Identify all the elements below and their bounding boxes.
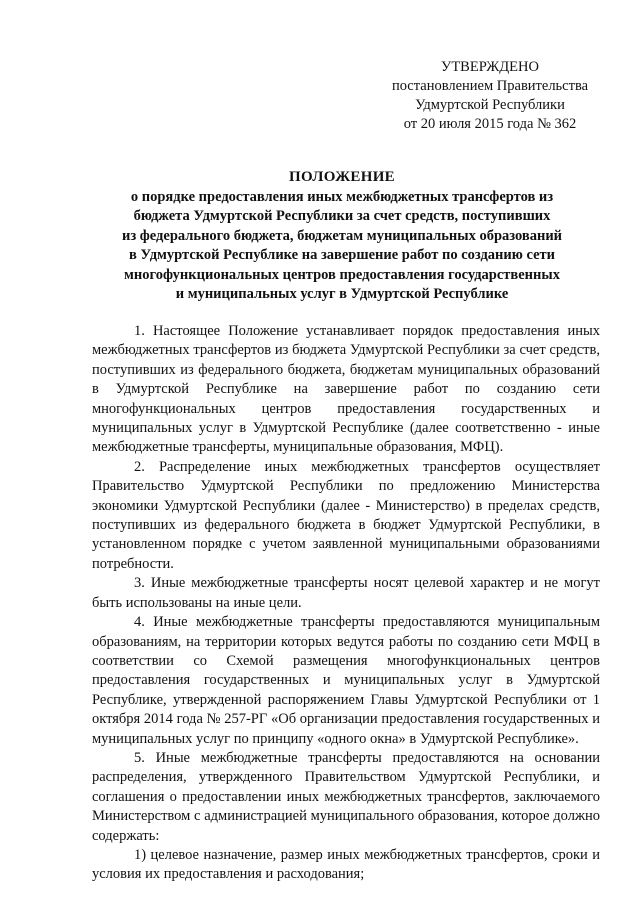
heading-line: и муниципальных услуг в Удмуртской Республике <box>175 286 509 302</box>
heading-line: в Удмуртской Республике на завершение работ по созданию сети <box>129 247 555 263</box>
approval-date: от 20 июля 2015 года № 362 <box>403 116 577 132</box>
heading-line: из федерального бюджета, бюджетам муниципальных образований <box>121 227 563 244</box>
paragraph-5: 5. Иные межбюджетные трансферты предоставляются на основании распределения, утвержденного Правительством Удмуртской Республики, и соглашения о предоставлении иных межбюджетных трансфертов, заключаемого Министерством с администрацией муниципального образования, которое должно содержать: <box>92 749 600 844</box>
paragraph-3: 3. Иные межбюджетные трансферты носят целевой характер и не могут быть использованы на иные цели. <box>92 575 600 611</box>
heading-line: бюджета Удмуртской Республики за счет средств, поступивших <box>133 208 551 224</box>
paragraph-1: 1. Настоящее Положение устанавливает порядок предоставления иных межбюджетных трансфертов из бюджета Удмуртской Республики за счет средств, поступивших из федерального бюджета, бюджетам муниципальных образований в Удмуртской Республике на завершение работ по созданию сети многофункциональных центров предоставления государственных и муниципальных услуг в Удмуртской Республике (далее соответственно - иные межбюджетные трансферты, муниципальные образования, МФЦ). <box>92 323 600 456</box>
paragraph-5-item-1: 1) целевое назначение, размер иных межбюджетных трансфертов, сроки и условия их предоставления и расходования; <box>92 846 600 883</box>
heading-line: многофункциональных центров предоставления государственных <box>124 266 560 283</box>
document-body <box>92 322 600 885</box>
approval-stamp <box>380 58 600 134</box>
document-heading <box>92 168 592 305</box>
approval-resolution: постановлением Правительства <box>391 78 589 94</box>
document-title: ПОЛОЖЕНИЕ <box>289 169 395 185</box>
approval-authority: Удмуртской Республики <box>415 97 565 113</box>
paragraph-2: 2. Распределение иных межбюджетных трансфертов осуществляет Правительство Удмуртской Республики по предложению Министерства экономики Удмуртской Республики (далее - Министерство) в пределах средств, поступивших из федерального бюджета в бюджет Удмуртской Республики, в установленном порядке с учетом заявленной муниципальными образованиями потребности. <box>92 458 600 572</box>
paragraph-4: 4. Иные межбюджетные трансферты предоставляются муниципальным образованиям, на территории которых ведутся работы по созданию сети МФЦ в соответствии со Схемой размещения многофункциональных центров предоставления государственных и муниципальных услуг в Удмуртской Республике, утвержденной распоряжением Главы Удмуртской Республики от 1 октября 2014 года № 257-РГ «Об организации предоставления государственных и муниципальных услуг по принципу «одного окна» в Удмуртской Республике». <box>92 614 600 747</box>
approval-title: УТВЕРЖДЕНО <box>441 59 539 75</box>
heading-line: о порядке предоставления иных межбюджетных трансфертов из <box>130 188 554 205</box>
